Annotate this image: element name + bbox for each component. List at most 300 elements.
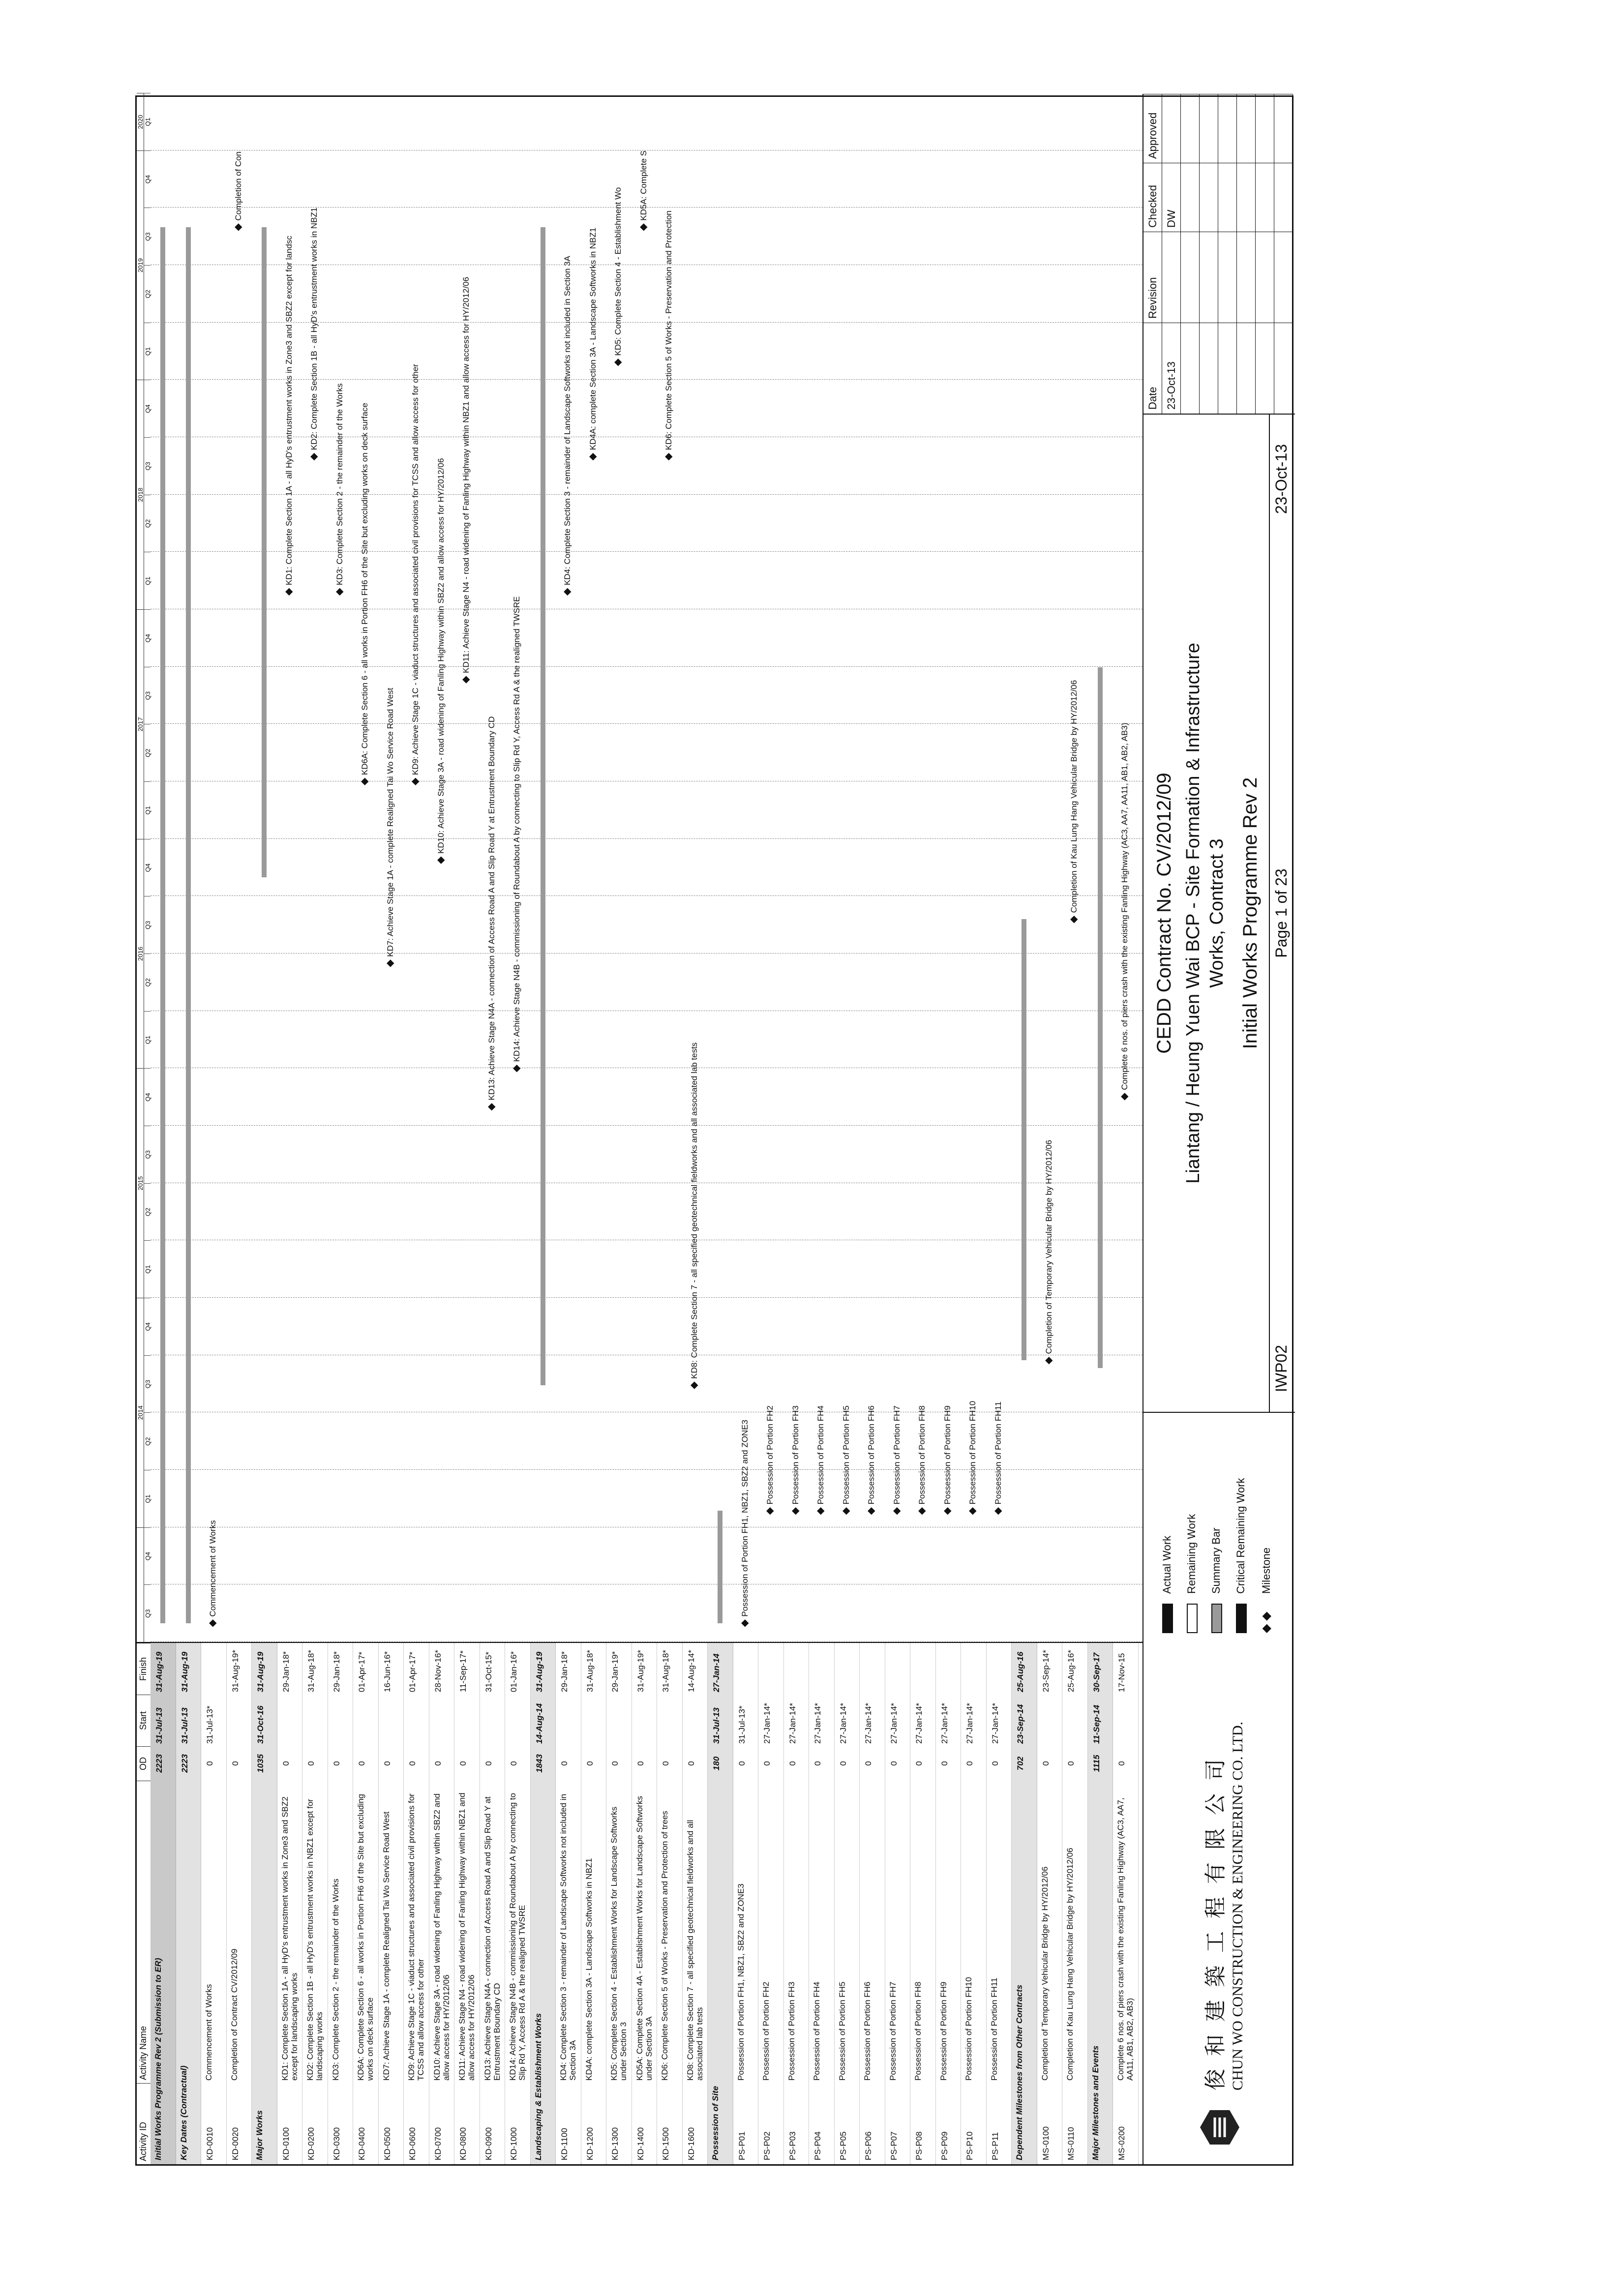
milestone-label: KD3: Complete Section 2 - the remainder of the Works (334, 383, 344, 586)
milestone-diamond-icon: ◆ (410, 775, 421, 785)
finish-date: 01-Apr-17* (357, 1651, 366, 1692)
start-date: 27-Jan-14* (762, 1702, 772, 1744)
revision-cell (1218, 232, 1237, 323)
milestone-diamond-icon: ◆ (612, 356, 623, 366)
table-row (860, 1643, 885, 2164)
milestone-label: KD8: Complete Section 7 - all specified geotechnical fieldworks and all associated lab tests (689, 1042, 699, 1379)
original-duration: 0 (864, 1761, 873, 1766)
milestone-diamond-icon: ◆ (283, 585, 294, 596)
activity-name: KD6A: Complete Section 6 - all works in Portion FH6 of the Site but excluding works on deck surface (356, 1793, 375, 2081)
original-duration: 0 (458, 1761, 468, 1766)
milestone-diamond-icon: ◆ (663, 450, 674, 461)
year-label: 2017 (137, 609, 144, 839)
quarter-label: Q3 (144, 208, 150, 265)
activity-name: Possession of Portion FH2 (761, 1981, 771, 2081)
legend (1143, 1412, 1295, 1643)
milestone-diamond-icon: ◆ (992, 1504, 1003, 1515)
activity-name: Major Works (255, 2110, 264, 2160)
milestone-diamond-icon: ◆ (384, 956, 395, 967)
milestone (309, 208, 319, 461)
quarter-gridline (150, 551, 1143, 552)
milestone-label: KD11: Achieve Stage N4 - road widening of Fanling Highway within NBZ1 and allow access for HY/2012/06 (461, 277, 471, 673)
activity-id: PS-P02 (762, 2131, 772, 2160)
milestone-diamond-icon: ◆ (637, 220, 649, 231)
activity-id: KD-0500 (382, 2127, 392, 2160)
quarter-label: Q4 (144, 1527, 150, 1585)
quarter-label: Q4 (144, 1298, 150, 1355)
title-block (1143, 414, 1295, 1412)
group-row (1088, 1643, 1113, 2164)
milestone (1069, 680, 1079, 923)
milestone-label: KD5A: Complete S (638, 150, 648, 221)
activity-name: KD1: Complete Section 1A - all HyD's entrustment works in Zone3 and SBZ2 except for landscaping works (280, 1796, 299, 2081)
programme-title: Initial Works Programme Rev 2 (1239, 777, 1261, 1049)
revision-cell (1274, 163, 1293, 232)
activity-name: Dependent Milestones from Other Contracts (1015, 1984, 1024, 2160)
activity-name: Completion of Temporary Vehicular Bridge by HY/2012/06 (1040, 1866, 1050, 2081)
start-date: 31-Jul-13 (712, 1707, 721, 1744)
original-duration: 180 (712, 1756, 721, 1771)
table-row (581, 1643, 607, 2164)
milestone-label: Possession of Portion FH10 (968, 1401, 977, 1505)
finish-date: 29-Jan-19* (610, 1651, 620, 1692)
milestone-label: KD4: Complete Section 3 - remainder of Landscape Softworks not included in Section 3A (563, 256, 572, 586)
quarter-gridline (150, 838, 1143, 839)
original-duration: 0 (990, 1761, 1000, 1766)
milestone-diamond-icon: ◆ (967, 1504, 978, 1515)
milestone-diamond-icon: ◆ (840, 1504, 851, 1515)
quarter-label: Q1 (144, 781, 150, 839)
table-row (606, 1643, 632, 2164)
original-duration: 0 (585, 1761, 595, 1766)
milestone-label: Possession of Portion FH9 (942, 1405, 952, 1505)
original-duration: 0 (762, 1761, 772, 1766)
start-date: 31-Jul-13 (154, 1707, 164, 1744)
activity-id: KD-1000 (509, 2127, 518, 2160)
activity-id: KD-1200 (585, 2127, 595, 2160)
original-duration: 0 (939, 1761, 949, 1766)
milestone (284, 236, 294, 596)
revision-cell (1237, 232, 1256, 323)
revision-cell: DW (1162, 163, 1181, 232)
milestone-label: Possession of Portion FH8 (917, 1405, 927, 1505)
revision-cell (1162, 232, 1181, 323)
milestone-diamond-icon: ◆ (587, 450, 598, 461)
milestone-label: Possession of Portion FH3 (790, 1405, 800, 1505)
revision-table-row (1237, 94, 1256, 414)
group-row (252, 1643, 277, 2164)
revision-cell (1181, 163, 1200, 232)
activity-id: PS-P07 (889, 2131, 899, 2160)
year-label: 2015 (137, 1068, 144, 1298)
year-label: 2020 (137, 93, 144, 150)
activity-name: KD14: Achieve Stage N4B - commissioning of Roundabout A by connecting to Slip Rd Y, Access Rd A & the realigned TWSRE (508, 1793, 527, 2081)
table-row (505, 1643, 531, 2164)
activity-name: KD5: Complete Section 4 - Establishment Works for Landscape Softworks under Section 3 (609, 1806, 628, 2081)
legend-actual-work: Actual Work (1161, 1536, 1173, 1633)
milestone (386, 688, 395, 967)
table-row (302, 1643, 328, 2164)
revision-cell (1162, 94, 1181, 163)
original-duration: 0 (737, 1761, 747, 1766)
quarter-gridline (150, 379, 1143, 380)
summary-bar (718, 1511, 722, 1623)
milestone (664, 210, 673, 460)
activity-name: Possession of Portion FH7 (888, 1981, 898, 2081)
table-row (683, 1643, 708, 2164)
table-row (657, 1643, 683, 2164)
activity-id: KD-0800 (458, 2127, 468, 2160)
quarter-label: Q2 (144, 954, 150, 1011)
milestone-label: KD4A: complete Section 3A - Landscape Softworks in NBZ1 (588, 227, 598, 450)
activity-id: MS-0100 (1041, 2126, 1051, 2160)
original-duration: 702 (1016, 1756, 1025, 1771)
revision-cell (1200, 323, 1218, 414)
project-title-line2: Works, Contract 3 (1206, 838, 1227, 988)
original-duration: 0 (813, 1761, 822, 1766)
activity-name: KD9: Achieve Stage 1C - viaduct structures and associated civil provisions for TCSS and allow access for other (407, 1793, 425, 2081)
milestone (690, 1043, 699, 1389)
legend-milestone: ◆ ◆Milestone (1260, 1547, 1273, 1633)
legend-swatch-remaining (1187, 1604, 1198, 1633)
activity-name: Complete 6 nos. of piers crash with the existing Fanling Highway (AC3, AA7, AA11, AB1, AB2, AB3) (1116, 1797, 1135, 2081)
milestone-diamond-icon: ◆ (688, 1378, 699, 1389)
start-date: 27-Jan-14* (914, 1702, 924, 1744)
milestone-diamond-icon: ◆ (435, 853, 446, 864)
original-duration: 0 (889, 1761, 899, 1766)
milestone-label: Possession of Portion FH6 (867, 1405, 876, 1505)
original-duration: 0 (331, 1761, 341, 1766)
start-date: 27-Jan-14* (939, 1702, 949, 1744)
original-duration: 0 (408, 1761, 417, 1766)
finish-date: 31-Aug-19 (180, 1651, 189, 1692)
start-date: 11-Sep-14 (1091, 1704, 1101, 1744)
milestone-label: Completion of Con (233, 151, 243, 221)
milestone (588, 228, 598, 461)
milestone (461, 277, 471, 684)
milestone-diamond-icon: ◆ (789, 1504, 801, 1515)
revision-cell: 23-Oct-13 (1162, 323, 1181, 414)
milestone-diamond-icon: ◆ (916, 1504, 927, 1515)
milestone-diamond-icon: ◆ (941, 1504, 953, 1515)
header-od: OD (137, 1746, 150, 1781)
start-date: 14-Aug-14 (534, 1703, 544, 1744)
milestone (943, 1405, 952, 1515)
activity-id: PS-P01 (737, 2131, 747, 2160)
activity-id: PS-P04 (813, 2131, 822, 2160)
quarter-gridline (150, 322, 1143, 323)
finish-date: 28-Nov-16* (433, 1650, 443, 1692)
revision-table (1143, 94, 1295, 414)
table-row (277, 1643, 303, 2164)
start-date: 27-Jan-14* (990, 1702, 1000, 1744)
original-duration: 1115 (1091, 1755, 1101, 1772)
finish-date: 31-Oct-15* (483, 1651, 493, 1692)
legend-swatch-summary (1211, 1604, 1222, 1633)
milestone-label: Commencement of Works (208, 1520, 217, 1617)
company-logo (1198, 2105, 1242, 2149)
quarter-gridline (150, 723, 1143, 724)
revision-cell (1181, 323, 1200, 414)
revision-table-row (1274, 94, 1293, 414)
page-number: Page 1 of 23 (1272, 868, 1290, 958)
activity-id: PS-P03 (787, 2131, 797, 2160)
activity-id: PS-P05 (838, 2131, 848, 2160)
year-label: 2016 (137, 839, 144, 1069)
table-row (480, 1643, 506, 2164)
table-row (328, 1643, 354, 2164)
original-duration: 0 (914, 1761, 924, 1766)
activity-id: PS-P08 (914, 2131, 924, 2160)
milestone (892, 1405, 902, 1515)
finish-date: 17-Nov-15 (1117, 1653, 1126, 1692)
activity-id: KD-1500 (661, 2127, 670, 2160)
table-row (201, 1643, 227, 2164)
finish-date: 23-Sep-14* (1041, 1649, 1051, 1692)
company-block (1143, 1643, 1295, 2164)
milestone (816, 1405, 825, 1515)
milestone-label: Completion of Temporary Vehicular Bridge by HY/2012/06 (1044, 1140, 1053, 1354)
quarter-label: Q1 (144, 323, 150, 380)
quarter-label: Q1 (144, 93, 150, 150)
milestone-label: KD14: Achieve Stage N4B - commissioning of Roundabout A by connecting to Slip Rd Y, Access Rd A & the realigned TWSRE (512, 596, 521, 1062)
revision-cell (1256, 232, 1274, 323)
revision-header-cell: Revision (1143, 232, 1162, 323)
activity-name: Commencement of Works (204, 1984, 213, 2081)
quarter-label: Q3 (144, 896, 150, 954)
revision-cell (1181, 94, 1200, 163)
original-duration: 0 (965, 1761, 974, 1766)
summary-bar (262, 227, 267, 877)
header-start: Start (137, 1695, 150, 1746)
company-english-name: CHUN WO CONSTRUCTION & ENGINEERING CO. LTD. (1230, 1722, 1246, 2090)
activity-name: KD11: Achieve Stage N4 - road widening of Fanling Highway within NBZ1 and allow access for HY/2012/06 (457, 1792, 476, 2081)
milestone-diamond-icon: ◆ (308, 450, 319, 461)
quarter-label: Q2 (144, 265, 150, 323)
milestone-label: Completion of Kau Lung Hang Vehicular Bridge by HY/2012/06 (1069, 680, 1079, 913)
activity-id: KD-0100 (281, 2127, 291, 2160)
milestone-label: KD1: Complete Section 1A - all HyD's entrustment works in Zone3 and SBZ2 except for landsc (284, 236, 294, 586)
milestone-diamond-icon: ◆ (739, 1616, 750, 1627)
activity-name: Possession of Portion FH1, NBZ1, SBZ2 and ZONE3 (736, 1883, 746, 2081)
milestone-diamond-icon: ◆ (485, 1100, 497, 1111)
quarter-gridline (150, 1125, 1143, 1126)
year-label: 2019 (137, 150, 144, 380)
revision-table-row (1218, 94, 1237, 414)
original-duration: 0 (382, 1761, 392, 1766)
revision-cell (1256, 323, 1274, 414)
milestone (993, 1401, 1003, 1515)
milestone (740, 1420, 750, 1627)
activity-id: KD-1600 (686, 2127, 696, 2160)
activity-name: Initial Works Programme Rev 2 (Submission to ER) (153, 1958, 163, 2160)
group-row (708, 1643, 733, 2164)
milestone-diamond-icon: ◆ (232, 220, 243, 231)
original-duration: 0 (230, 1761, 240, 1766)
milestone-label: KD6A: Complete Section 6 - all works in Portion FH6 of the Site but excluding works on deck surface (360, 403, 369, 775)
start-date: 31-Jul-13 (180, 1707, 189, 1744)
table-row (429, 1643, 455, 2164)
activity-id: KD-0300 (331, 2127, 341, 2160)
table-row (1037, 1643, 1063, 2164)
milestone-diamond-icon: ◆ (1068, 913, 1079, 924)
milestone (208, 1520, 217, 1627)
milestone-diamond-icon: ◆ (359, 775, 370, 785)
milestone-label: Possession of Portion FH5 (841, 1405, 851, 1505)
revision-cell (1218, 323, 1237, 414)
finish-date: 01-Jan-16* (509, 1651, 518, 1692)
activity-name: Possession of Portion FH3 (786, 1981, 796, 2081)
table-header (137, 1643, 151, 2164)
summary-bar (1022, 919, 1026, 1360)
revision-cell (1274, 94, 1293, 163)
revision-header-cell: Checked (1143, 163, 1162, 232)
activity-name: Possession of Portion FH5 (837, 1981, 847, 2081)
activity-name: KD4: Complete Section 3 - remainder of Landscape Softworks not included in Section 3A (559, 1793, 577, 2081)
finish-date: 11-Sep-17* (458, 1650, 468, 1692)
table-row (1113, 1643, 1139, 2164)
activity-id: PS-P11 (990, 2132, 1000, 2160)
milestone-diamond-icon: ◆ (1119, 1090, 1130, 1101)
quarter-label: Q2 (144, 724, 150, 781)
original-duration: 1843 (534, 1754, 544, 1773)
milestone (411, 364, 420, 785)
quarter-gridline (150, 895, 1143, 896)
milestone (436, 458, 446, 864)
programme-frame (135, 95, 1293, 2166)
table-row (1062, 1643, 1088, 2164)
doc-code: IWP02 (1272, 1344, 1290, 1392)
milestone (563, 256, 572, 596)
quarter-label: Q2 (144, 1412, 150, 1470)
quarter-gridline (150, 953, 1143, 954)
quarter-label: Q1 (144, 1240, 150, 1298)
milestone-label: KD2: Complete Section 1B - all HyD's entrustment works in NBZ1 (309, 207, 319, 450)
milestone (842, 1405, 851, 1515)
milestone-label: Possession of Portion FH1, NBZ1, SBZ2 and ZONE3 (740, 1419, 750, 1617)
finish-date: 31-Aug-19 (534, 1651, 544, 1692)
original-duration: 0 (838, 1761, 848, 1766)
quarter-label: Q3 (144, 1584, 150, 1642)
quarter-label: Q4 (144, 1068, 150, 1126)
table-row (353, 1643, 379, 2164)
original-duration: 2223 (180, 1754, 189, 1773)
original-duration: 0 (509, 1761, 518, 1766)
revision-table-row (1256, 94, 1274, 414)
milestone-label: Complete 6 nos. of piers crash with the existing Fanling Highway (AC3, AA7, AA11, AB1, AB2, AB3) (1120, 722, 1129, 1090)
activity-id: MS-0110 (1066, 2127, 1076, 2160)
activity-name: KD8: Complete Section 7 - all specified geotechnical fieldworks and all associated lab tests (685, 1819, 704, 2081)
activity-name: KD6: Complete Section 5 of Works - Preservation and Protection of trees (660, 1811, 669, 2081)
table-row (784, 1643, 810, 2164)
legend-swatch-actual (1162, 1604, 1173, 1633)
table-row (632, 1643, 658, 2164)
original-duration: 0 (1117, 1761, 1126, 1766)
milestone-label: KD6: Complete Section 5 of Works - Preservation and Protection (664, 210, 673, 450)
finish-date: 31-Aug-19 (256, 1651, 265, 1692)
activity-name: Possession of Portion FH9 (938, 1981, 948, 2081)
quarter-label: Q1 (144, 1470, 150, 1527)
quarter-label: Q4 (144, 380, 150, 437)
revision-cell (1200, 94, 1218, 163)
activity-id: KD-0200 (306, 2127, 316, 2160)
table-row (987, 1643, 1012, 2164)
activity-id: KD-1300 (610, 2127, 620, 2160)
table-row (885, 1643, 911, 2164)
milestone-diamond-icon: ◆ (866, 1504, 876, 1515)
milestone (791, 1405, 800, 1515)
activity-id: KD-1400 (635, 2127, 645, 2160)
original-duration: 0 (686, 1761, 696, 1766)
finish-date: 29-Jan-18* (331, 1651, 341, 1692)
legend-swatch-critical (1236, 1604, 1247, 1633)
activity-id: KD-0020 (230, 2127, 240, 2160)
milestone-diamond-icon: ◆ (511, 1062, 522, 1073)
start-date: 27-Jan-14* (838, 1702, 848, 1744)
summary-bar (541, 227, 545, 1385)
activity-id: KD-0900 (483, 2127, 493, 2160)
start-date: 27-Jan-14* (965, 1702, 974, 1744)
quarter-label: Q4 (144, 609, 150, 667)
revision-table-header (1143, 94, 1162, 414)
quarter-gridline (150, 1297, 1143, 1298)
finish-date: 31-Aug-18* (306, 1649, 316, 1692)
activity-id: KD-1100 (560, 2128, 569, 2160)
activity-name: KD3: Complete Section 2 - the remainder of the Works (331, 1879, 340, 2081)
finish-date: 31-Aug-19* (230, 1649, 240, 1692)
activity-id: MS-0200 (1117, 2126, 1126, 2160)
milestone-label: Possession of Portion FH4 (816, 1405, 825, 1505)
activity-name: Major Milestones and Events (1090, 2045, 1100, 2160)
activity-name: KD10: Achieve Stage 3A - road widening of Fanling Highway within SBZ2 and allow access for HY/2012/06 (432, 1793, 451, 2081)
table-row (556, 1643, 581, 2164)
table-row (961, 1643, 987, 2164)
original-duration: 0 (281, 1761, 291, 1766)
year-label (137, 1527, 144, 1642)
original-duration: 0 (433, 1761, 443, 1766)
revision-header-cell: Date (1143, 323, 1162, 414)
group-row (1012, 1643, 1037, 2164)
milestone-diamond-icon: ◆ (207, 1616, 218, 1627)
milestone-label: Possession of Portion FH11 (993, 1401, 1003, 1505)
revision-cell (1200, 163, 1218, 232)
original-duration: 0 (205, 1761, 214, 1766)
milestone-label: KD5: Complete Section 4 - Establishment Wo (613, 187, 623, 356)
quarter-label: Q2 (144, 1183, 150, 1241)
table-row (835, 1643, 860, 2164)
quarter-label: Q3 (144, 1355, 150, 1413)
milestone (335, 383, 344, 596)
revision-cell (1181, 232, 1200, 323)
milestone-diamond-icon: ◆ (891, 1504, 902, 1515)
revision-table-row (1200, 94, 1218, 414)
summary-bar (1098, 667, 1103, 1368)
revision-header-cell: Approved (1143, 94, 1162, 163)
original-duration: 0 (483, 1761, 493, 1766)
milestone (234, 151, 243, 231)
quarter-label: Q1 (144, 552, 150, 609)
start-date: 31-Oct-16 (256, 1705, 265, 1744)
table-row (733, 1643, 759, 2164)
start-date: 23-Sep-14 (1016, 1704, 1025, 1744)
original-duration: 0 (787, 1761, 797, 1766)
activity-name: KD13: Achieve Stage N4A - connection of Access Road A and Slip Road Y at Entrustment Boundary CD (482, 1796, 502, 2081)
activity-name: Key Dates (Contractual) (179, 2065, 188, 2160)
revision-cell (1256, 163, 1274, 232)
quarter-gridline (150, 494, 1143, 495)
header-activity-id: Activity ID (137, 2083, 150, 2164)
activity-name: Possession of Portion FH8 (913, 1981, 923, 2081)
